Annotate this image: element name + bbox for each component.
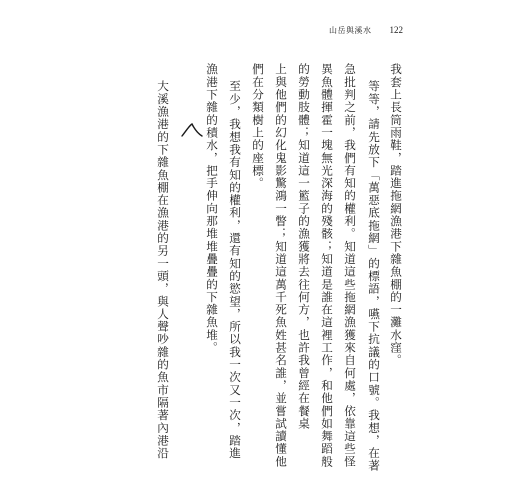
text-column: 上與他們的幻化鬼影驚鴻一瞥；知道這萬千死魚姓甚名誰，並嘗試讀懂他 — [274, 63, 288, 468]
text-column: 們在分類樹上的座標。 — [251, 63, 265, 190]
text-column: 我套上長筒雨鞋，踏進拖網漁港下雜魚棚的一灘水窪。 — [389, 63, 403, 367]
page-number: 122 — [389, 25, 403, 35]
text-column: 異魚體揮霍一塊無光深海的殘骸；知道是誰在這裡工作，和他們如舞蹈般 — [320, 63, 334, 468]
section-break-mark — [180, 122, 204, 138]
text-column: 等等，請先放下「萬惡底拖網」的標語，嚥下抗議的口號。我想，在著 — [367, 80, 381, 473]
text-column: 漁港下雜的積水，把手伸向那堆堆疊疊的下雜魚堆。 — [205, 63, 219, 354]
book-title: 山岳與溪水 — [329, 26, 372, 35]
text-column: 至少，我想我有知的權利，還有知的慾望，所以我一次又一次，踏進 — [228, 80, 242, 460]
text-column: 急批判之前，我們有知的權利。知道這些拖網漁獲來自何處，依靠這些怪 — [343, 63, 357, 468]
text-column: 的勞動肢體；知道這一籃子的漁獲將去往何方，也許我曾經在餐桌 — [297, 63, 311, 430]
text-column: 大溪漁港的下雜魚棚在漁港的另一頭，與人聲吵雜的魚市隔著內港沿 — [156, 80, 170, 460]
running-header — [329, 25, 403, 36]
